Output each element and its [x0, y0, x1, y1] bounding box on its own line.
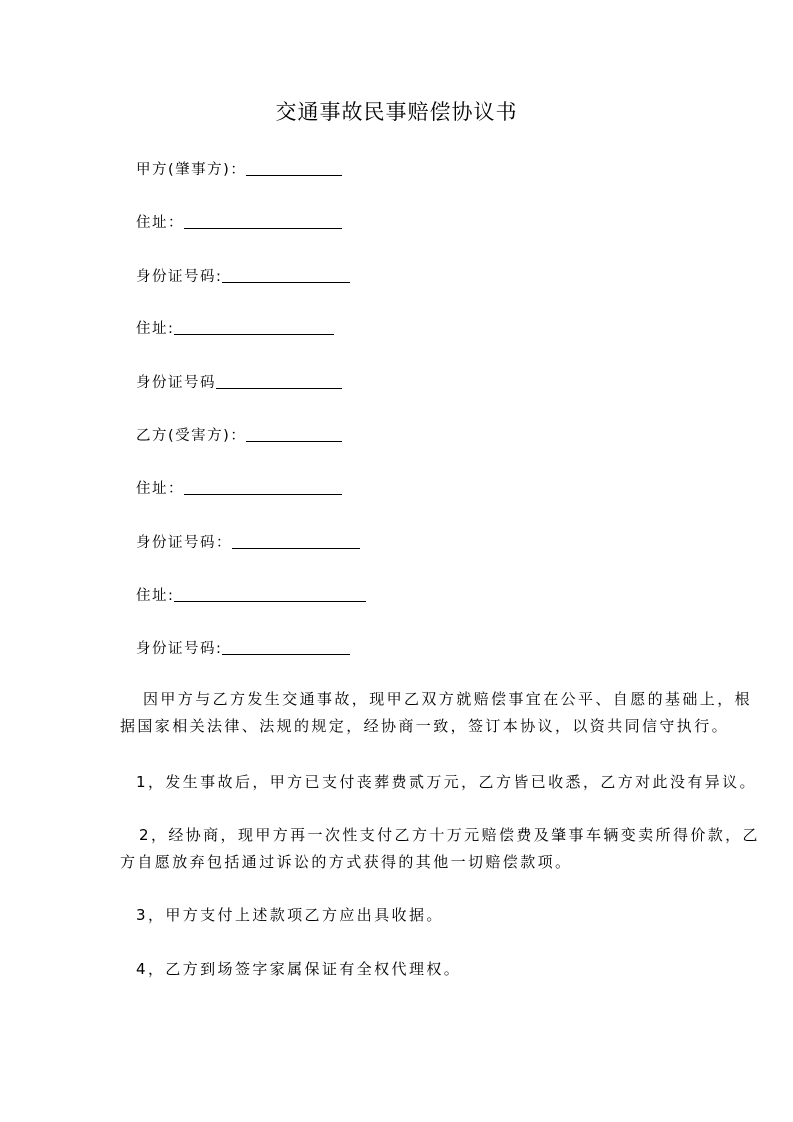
blank-line: [184, 493, 342, 495]
preamble-line: 据国家相关法律、法规的规定，经协商一致，签订本协议，以资共同信守执行。: [120, 717, 730, 735]
blank-line: [184, 227, 342, 229]
field-label: 身份证号码:: [136, 641, 223, 657]
clause-1: 1，发生事故后，甲方已支付丧葬费贰万元，乙方皆已收悉，乙方对此没有异议。: [136, 773, 757, 791]
clause-2-continued: 方自愿放弃包括通过诉讼的方式获得的其他一切赔偿款项。: [120, 853, 573, 871]
field-label: 身份证号码：: [136, 535, 232, 551]
field-label: 身份证号码: [136, 375, 216, 391]
blank-line: [174, 333, 334, 335]
document-title: 交通事故民事赔偿协议书: [275, 100, 518, 124]
blank-line: [246, 174, 342, 176]
party-a-name-field: [136, 158, 342, 179]
party-a-id-field: [136, 265, 350, 286]
field-label: 乙方(受害方)：: [136, 428, 247, 444]
party-a-address-2-field: [136, 317, 334, 338]
blank-line: [216, 387, 342, 389]
field-label: 住址:: [136, 588, 175, 604]
field-label: 住址：: [136, 481, 184, 497]
party-b-id-2-field: [136, 637, 350, 658]
field-label: 甲方(肇事方)：: [136, 162, 247, 178]
blank-line: [222, 653, 350, 655]
party-b-address-2-field: [136, 584, 366, 605]
party-b-name-field: [136, 424, 342, 445]
field-label: 住址:: [136, 321, 175, 337]
clause-3: 3，甲方支付上述款项乙方应出具收据。: [136, 906, 444, 924]
party-b-address-field: [136, 477, 342, 498]
blank-line: [174, 600, 366, 602]
field-label: 住址：: [136, 215, 184, 231]
party-a-address-field: [136, 211, 342, 232]
blank-line: [232, 547, 360, 549]
blank-line: [222, 281, 350, 283]
preamble-line: 因甲方与乙方发生交通事故，现甲乙双方就赔偿事宜在公平、自愿的基础上，根: [143, 690, 753, 708]
party-a-id-2-field: [136, 371, 342, 392]
field-label: 身份证号码:: [136, 269, 223, 285]
clause-2: 2，经协商，现甲方再一次性支付乙方十万元赔偿费及肇事车辆变卖所得价款，乙: [139, 826, 760, 844]
blank-line: [246, 440, 342, 442]
party-b-id-field: [136, 531, 360, 552]
clause-4: 4，乙方到场签字家属保证有全权代理权。: [136, 960, 462, 978]
